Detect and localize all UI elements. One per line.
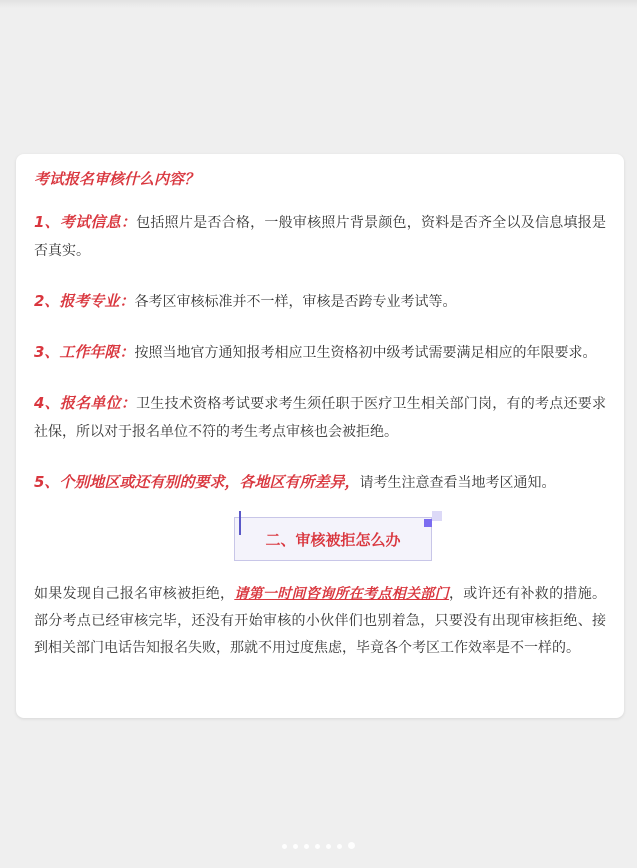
- item-text: 请考生注意查看当地考区通知。: [359, 475, 556, 491]
- advice-paragraph: [34, 581, 606, 662]
- page-dot[interactable]: [337, 844, 342, 849]
- page-dot[interactable]: [315, 844, 320, 849]
- page-indicator: [0, 842, 637, 849]
- decor-line: [239, 511, 241, 535]
- item-text: 按照当地官方通知报考相应卫生资格初中级考试需要满足相应的年限要求。: [134, 345, 597, 361]
- highlight-text: 请第一时间咨询所在考点相关部门: [234, 586, 449, 602]
- list-item-major: [34, 287, 606, 316]
- item-label: 2、报考专业：: [34, 292, 135, 310]
- page-dot[interactable]: [293, 844, 298, 849]
- item-label: 4、报名单位：: [34, 394, 137, 412]
- item-text: 包括照片是否合格，一般审核照片背景颜色，资料是否齐全以及信息填报是否真实。: [34, 215, 606, 259]
- list-item-employer: [34, 389, 606, 446]
- item-text: 各考区审核标准并不一样，审核是否跨专业考试等。: [134, 294, 457, 310]
- item-label: 1、考试信息：: [34, 213, 137, 231]
- page-dot[interactable]: [282, 844, 287, 849]
- content-card: [16, 154, 624, 718]
- section-heading: 二、审核被拒怎么办: [234, 517, 432, 561]
- section-heading-block: [34, 515, 606, 575]
- list-item-regional: [34, 468, 606, 497]
- item-label: 3、工作年限：: [34, 343, 135, 361]
- page-dot[interactable]: [348, 842, 355, 849]
- item-label: 5、个别地区或还有别的要求，各地区有所差异，: [34, 473, 360, 491]
- decor-square: [424, 519, 432, 527]
- decor-square: [432, 511, 442, 521]
- page-dot[interactable]: [326, 844, 331, 849]
- list-item-work-years: [34, 338, 606, 367]
- list-item-exam-info: [34, 208, 606, 265]
- page-dot[interactable]: [304, 844, 309, 849]
- para-text: ，或许还有补救的措施。部分考点已经审核完毕，还没有开始审核的小伙伴们也别着急，只要没有出现审核拒绝、接到相关部门电话告知报名失败，那就不用过度焦虑，毕竟各个考区工作效率是不一样的。: [34, 586, 607, 656]
- card-title: 考试报名审核什么内容？: [34, 170, 200, 188]
- item-text: 卫生技术资格考试要求考生须任职于医疗卫生相关部门岗，有的考点还要求社保，所以对于报名单位不符的考生考点审核也会被拒绝。: [34, 396, 606, 440]
- para-text: 如果发现自己报名审核被拒绝，: [34, 586, 235, 602]
- top-edge: [0, 0, 637, 8]
